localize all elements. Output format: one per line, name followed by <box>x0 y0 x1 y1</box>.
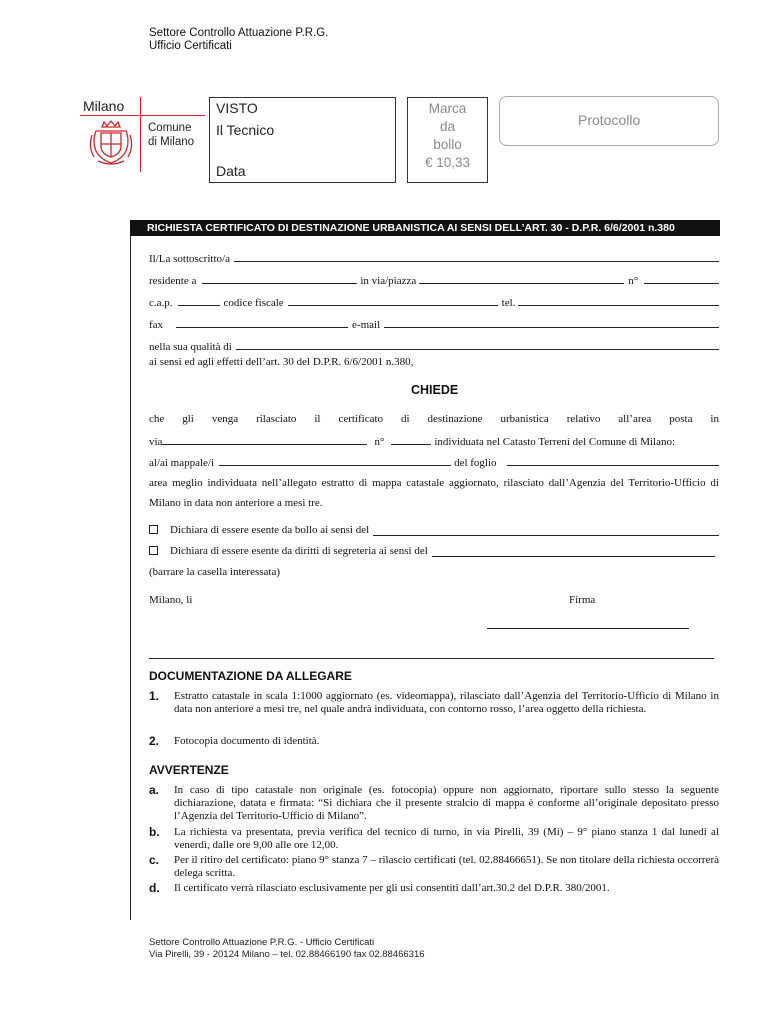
row-qualita <box>149 338 719 353</box>
place-date-label: Milano, li <box>149 594 193 606</box>
avvertenze-item-a <box>149 784 719 823</box>
logo-city-name: Milano <box>83 98 125 114</box>
footer-line2: Via Pirelli, 39 - 20124 Milano – tel. 02.88466190 fax 02.88466316 <box>149 949 425 960</box>
avvertenze-item-c <box>149 854 719 880</box>
esente-bollo-field[interactable] <box>373 524 719 536</box>
separator-rule <box>149 658 714 659</box>
documentazione-text-1: Estratto catastale in scala 1:1000 aggiornato (es. videomappa), rilasciato dall’Agenzia del Territorio-Ufficio di Milano in data non anteriore a mesi tre, nel quale andrà individuata, con contorno rosso, l’area oggetto della richiesta. <box>174 690 719 715</box>
protocollo-label: Protocollo <box>578 112 641 128</box>
documentazione-item-2 <box>149 735 719 748</box>
row-fax-email <box>149 316 719 331</box>
marca-da-bollo-box <box>407 97 488 183</box>
chiede-text: che gli venga rilasciato il certificato di destinazione urbanistica relativo all’area posta in <box>149 413 719 425</box>
avvertenze-marker-d: d. <box>149 881 160 895</box>
avvertenze-text-a: In caso di tipo catastale non originale (es. fotocopia) oppure non aggiornato, riportare sullo stesso la seguente dichiarazione, datata e firmata: “Si dichiara che il presente stralcio di mappa è conforme all’originale depositato presso l’Agenzia del Territorio-Ufficio di Milano”. <box>174 784 719 822</box>
form-left-border <box>130 220 131 920</box>
avvertenze-marker-a: a. <box>149 783 160 797</box>
form-title-bar <box>130 220 720 236</box>
email-field[interactable] <box>384 316 719 328</box>
footer-line1: Settore Controllo Attuazione P.R.G. - Ufficio Certificati <box>149 937 375 948</box>
codice-fiscale-label: codice fiscale <box>223 297 284 309</box>
esente-diritti-checkbox[interactable] <box>149 546 158 555</box>
row-sottoscritto <box>149 250 719 265</box>
area-via-field[interactable] <box>162 433 367 445</box>
barrare-note: (barrare la casella interessata) <box>149 566 280 578</box>
chiede-line1 <box>149 413 719 425</box>
esente-bollo-checkbox[interactable] <box>149 525 158 534</box>
row-mappale <box>149 454 719 469</box>
cap-label: c.a.p. <box>149 297 173 309</box>
logo-comune-label: Comune <box>148 122 192 134</box>
row-residenza <box>149 272 719 287</box>
documentazione-marker-2: 2. <box>149 734 160 748</box>
firma-label: Firma <box>569 594 596 606</box>
avvertenze-marker-b: b. <box>149 825 160 839</box>
documentazione-item-1 <box>149 690 719 716</box>
area-description: area meglio individuata nell’allegato estratto di mappa catastale aggiornato, rilasciato dall’Agenzia del Territorio-Ufficio di Milano in data non anteriore a mesi tre. <box>149 477 719 509</box>
foglio-label: del foglio <box>454 457 497 469</box>
office-header <box>149 27 328 53</box>
via-piazza-label: in via/piazza <box>360 275 417 287</box>
fax-label: fax <box>149 319 164 331</box>
logo-red-vertical-rule <box>140 97 141 172</box>
tecnico-label: Il Tecnico <box>216 122 275 138</box>
residente-field[interactable] <box>202 272 357 284</box>
coat-of-arms-icon <box>88 119 134 167</box>
avvertenze-text-b: La richiesta va presentata, previa verifica del tecnico di turno, in via Pirelli, 39 (Mi) – 9° piano stanza 1 dal lunedì al venerdì, dalle ore 9,00 alle ore 12,00. <box>174 826 719 851</box>
documentazione-heading: DOCUMENTAZIONE DA ALLEGARE <box>149 669 352 683</box>
comune-milano-logo <box>80 97 205 172</box>
tel-label: tel. <box>501 297 516 309</box>
esente-bollo-label: Dichiara di essere esente da bollo ai sensi del <box>170 524 370 536</box>
data-label: Data <box>216 163 246 179</box>
logo-red-horizontal-rule <box>80 115 205 116</box>
chiede-heading: CHIEDE <box>411 383 459 397</box>
marca-amount: € 10,33 <box>424 155 471 170</box>
tel-field[interactable] <box>518 294 719 306</box>
avvertenze-marker-c: c. <box>149 853 160 867</box>
cap-field[interactable] <box>178 294 220 306</box>
marca-label-line1: Marca <box>428 101 467 116</box>
sottoscritto-label: Il/La sottoscritto/a <box>149 253 230 265</box>
firma-field[interactable] <box>487 628 689 629</box>
form-title: RICHIESTA CERTIFICATO DI DESTINAZIONE URBANISTICA AI SENSI DELL’ART. 30 - D.P.R. 6/6/2001 n.380 <box>147 222 675 234</box>
logo-comune-text <box>148 121 194 149</box>
avvertenze-text-d: Il certificato verrà rilasciato esclusivamente per gli usi consentiti dall’art.30.2 del D.P.R. 380/2001. <box>174 882 610 894</box>
visto-label: VISTO <box>216 100 258 116</box>
marca-label-line3: bollo <box>433 137 462 152</box>
esente-diritti-label: Dichiara di essere esente da diritti di segreteria ai sensi del <box>170 545 428 557</box>
footer <box>149 937 425 961</box>
protocollo-box <box>499 96 719 146</box>
email-label: e-mail <box>352 319 381 331</box>
avvertenze-heading: AVVERTENZE <box>149 763 229 777</box>
mappale-field[interactable] <box>219 454 451 466</box>
fax-field[interactable] <box>176 316 348 328</box>
codice-fiscale-field[interactable] <box>288 294 498 306</box>
residente-label: residente a <box>149 275 197 287</box>
qualita-label: nella sua qualità di <box>149 341 232 353</box>
sottoscritto-field[interactable] <box>234 250 719 262</box>
row-cap-cf <box>149 294 719 309</box>
catasto-label: individuata nel Catasto Terreni del Comune di Milano: <box>434 436 676 448</box>
row-via <box>149 433 719 448</box>
via-piazza-field[interactable] <box>419 272 624 284</box>
foglio-field[interactable] <box>507 454 719 466</box>
avvertenze-item-d <box>149 882 719 895</box>
visto-box <box>209 97 396 183</box>
esente-diritti-field[interactable] <box>432 545 715 557</box>
marca-label-line2: da <box>439 119 456 134</box>
avvertenze-item-b <box>149 826 719 852</box>
documentazione-marker-1: 1. <box>149 689 160 703</box>
numero-label: n° <box>628 275 639 287</box>
ai-sensi-line: ai sensi ed agli effetti dell’art. 30 del D.P.R. 6/6/2001 n.380, <box>149 356 414 368</box>
documentazione-text-2: Fotocopia documento di identità. <box>174 735 320 747</box>
logo-di-milano-label: di Milano <box>148 136 195 148</box>
mappale-label: al/ai mappale/i <box>149 457 215 469</box>
via-label: via <box>149 436 163 448</box>
area-numero-label: n° <box>374 436 385 448</box>
office-header-line1: Settore Controllo Attuazione P.R.G. <box>149 27 329 39</box>
numero-field[interactable] <box>644 272 719 284</box>
option-esente-diritti <box>149 545 715 557</box>
option-esente-bollo <box>149 524 719 536</box>
office-header-line2: Ufficio Certificati <box>149 40 232 52</box>
avvertenze-text-c: Per il ritiro del certificato: piano 9° stanza 7 – rilascio certificati (tel. 02.88466651). Se non titolare della richiesta occorrerà delega scritta. <box>174 854 719 879</box>
area-numero-field[interactable] <box>391 433 431 445</box>
qualita-field[interactable] <box>236 338 719 350</box>
